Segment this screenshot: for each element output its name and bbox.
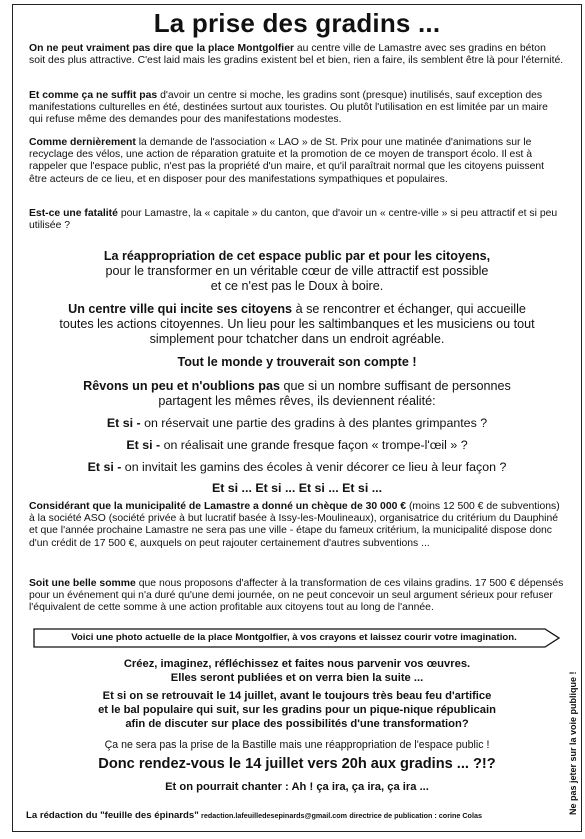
revons-block <box>21 379 573 409</box>
block-line: pour le transformer en un véritable cœur de ville attractif est possible <box>105 264 489 278</box>
et-si-text: on réservait une partie des gradins à des plantes grimpantes ? <box>140 416 488 430</box>
footer-redaction: La rédaction du "feuille des épinards" <box>26 810 199 821</box>
paragraph-centre <box>29 90 564 127</box>
paragraph-intro <box>29 43 564 67</box>
block-line: et ce n'est pas le Doux à boire. <box>210 279 384 293</box>
et-si-dots: Et si ... Et si ... Et si ... Et si ... <box>211 481 383 495</box>
block-line: partagent les mêmes rêves, ils deviennent réalité: <box>158 394 436 408</box>
paragraph-text: la demande de l'association « LAO » de St. Prix pour une matinée d'animations sur le recyclage des vélos, une action de réparation gratuite et la promotion de ce moyen de transport écolo. Il est à rappeler que l'espace public, n'est pas la propriété d'un maire, et qu'il paraîtrait normal que les citoyens puissent être acteurs de ce lieu, et en disposer pour des manifestations sympathiques et populaires. <box>29 137 545 185</box>
paragraph-text: au centre ville de Lamastre avec ses gradins en béton soit des plus attractive. C'est laid mais les gradins existent bel et bien, rien a faire, ils semblent être là pour l'éternité. <box>29 43 564 67</box>
flyer-page <box>12 4 582 832</box>
reappropriation-block <box>21 249 573 294</box>
block-line: que si un nombre suffisant de personnes <box>280 379 511 393</box>
paragraph-considerant <box>29 501 564 550</box>
banner-text: Voici une photo actuelle de la place Montgolfier, à vos crayons et laissez courir votre imagination. <box>71 632 517 643</box>
paragraph-lead: Considérant que la municipalité de Lamastre a donné un chèque de 30 000 € <box>29 501 407 512</box>
chanter-line: Et on pourrait chanter : Ah ! ça ira, ça ira, ça ira ... <box>165 781 429 793</box>
paragraph-soit <box>29 578 564 615</box>
footer <box>26 810 566 821</box>
paragraph-lead: Et comme ça ne suffit pas <box>29 90 158 101</box>
paragraph-text: d'avoir un centre si moche, les gradins sont (presque) inutilisés, sauf exception des manifestations culturelles en été, destinées surtout aux touristes. Ou plutôt l'utilisation en est limitée par un maire qui refuse même des demandes pour des manifestations modestes. <box>29 90 548 126</box>
tout-le-monde: Tout le monde y trouverait son compte ! <box>177 355 417 369</box>
et-si-text: on réalisait une grande fresque façon « trompe-l'œil » ? <box>160 438 468 452</box>
paragraph-lead: Comme dernièrement <box>29 137 136 148</box>
et-si-lead: Et si - <box>126 438 161 452</box>
block-line: à se rencontrer et échanger, qui accueille <box>292 302 526 316</box>
paragraph-lead: On ne peut vraiment pas dire que la place Montgolfier <box>29 43 295 54</box>
quatorze-line: et le bal populaire qui suit, sur les gradins pour un pique-nique républicain <box>98 704 496 716</box>
et-si-lead: Et si - <box>87 460 122 474</box>
bastille-line: Ça ne sera pas la prise de la Bastille mais une réappropriation de l'espace public ! <box>104 739 490 751</box>
paragraph-lead: Soit une belle somme <box>29 578 136 589</box>
rendez-vous-line: Donc rendez-vous le 14 juillet vers 20h aux gradins ... ?!? <box>98 756 496 772</box>
creez-line: Elles seront publiées et on verra bien la suite ... <box>170 672 424 684</box>
paragraph-text: pour Lamastre, la « capitale » du canton, que d'avoir un « centre-ville » si peu attractif et si peu utilisée ? <box>29 208 558 232</box>
quatorze-juillet-block <box>21 689 573 731</box>
quatorze-line: Et si on se retrouvait le 14 juillet, avant le toujours très beau feu d'artifice <box>102 690 492 702</box>
et-si-lead: Et si - <box>106 416 141 430</box>
et-si-item <box>21 460 573 475</box>
block-lead: Rêvons un peu et n'oublions pas <box>83 379 280 393</box>
paragraph-lead: Est-ce une fatalité <box>29 208 118 219</box>
side-note <box>558 660 578 820</box>
paragraph-fatalite <box>29 208 564 232</box>
photo-banner <box>33 628 560 648</box>
side-note-text: Ne pas jeter sur la voie publique ! <box>568 671 578 815</box>
et-si-text: on invitait les gamins des écoles à venir décorer ce lieu à leur façon ? <box>121 460 507 474</box>
footer-email: redaction.lafeuilledesepinards@gmail.com <box>201 811 348 820</box>
footer-directrice: directrice de publication : corine Colas <box>349 811 482 820</box>
page-title: La prise des gradins ... <box>153 8 441 38</box>
et-si-item <box>21 416 573 431</box>
block-line: toutes les actions citoyennes. Un lieu pour les saltimbanques et les musiciens ou tout <box>59 317 535 331</box>
block-lead: La réappropriation de cet espace public par et pour les citoyens, <box>103 249 491 263</box>
centre-ville-block <box>21 302 573 347</box>
block-lead: Un centre ville qui incite ses citoyens <box>68 302 293 316</box>
quatorze-line: afin de discuter sur place des possibilités d'une transformation? <box>125 718 469 730</box>
creez-line: Créez, imaginez, réfléchissez et faites nous parvenir vos œuvres. <box>123 658 471 670</box>
et-si-item <box>21 438 573 453</box>
paragraph-text: (moins 12 500 € de subventions) à la société ASO (société privée à but lucratif basée à Issy-les-Moulineaux), organisatrice du critérium du Dauphiné et que l'année prochaine Lamastre ne sera pas une ville - étape du fameux critérium, la municipalité dispose donc d'un crédit de 17 500 €, auxquels on peut rajouter certainement d'autres subventions ... <box>29 501 560 549</box>
creez-block <box>21 657 573 685</box>
paragraph-lao <box>29 137 564 186</box>
paragraph-text: que nous proposons d'affecter à la transformation de ces vilains gradins. 17 500 € dépensés pour un événement qui n'a duré qu'une demi journée, on ne peut concevoir un seul argument sérieux pour refuser l'équivalent de cette somme à une action profitable aux citoyens tout au long de l'année. <box>29 578 564 614</box>
block-line: simplement pour tchatcher dans un endroit agréable. <box>149 332 445 346</box>
